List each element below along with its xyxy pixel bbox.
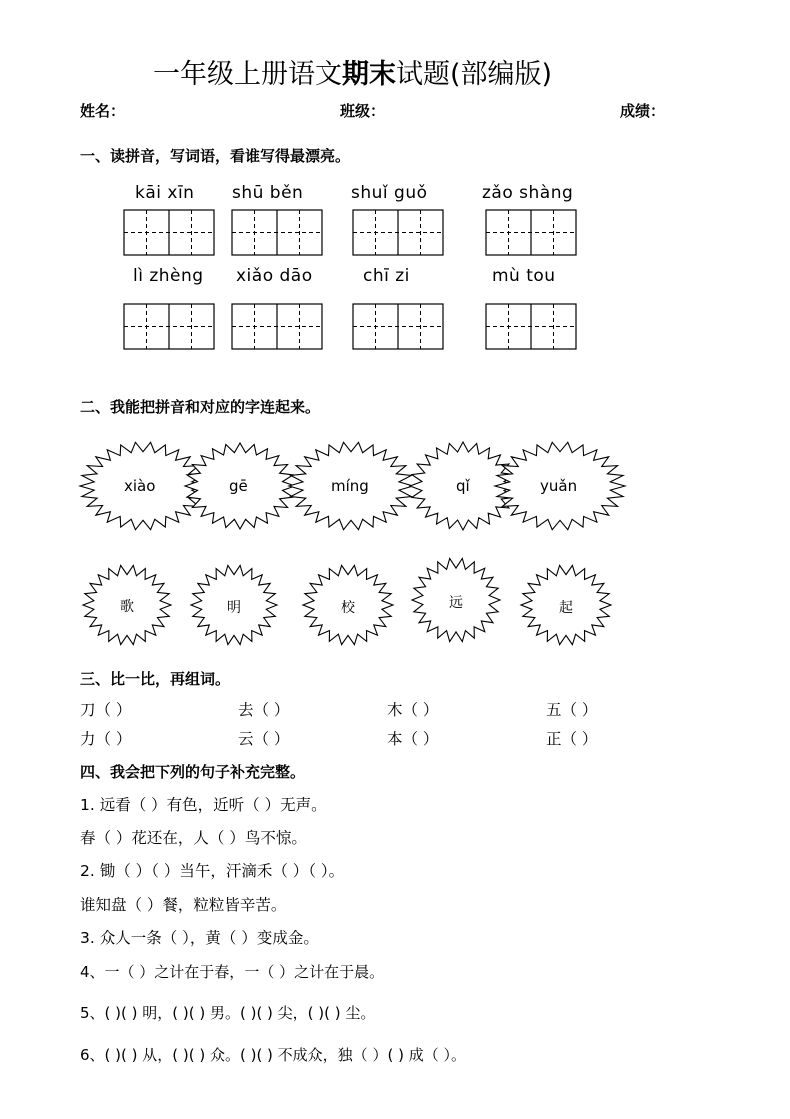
fill-line[interactable]: 2. 锄（ ）（ ）当午，汗滴禾（ ）（ ）。 (80, 862, 345, 880)
writing-grid[interactable] (486, 304, 576, 349)
pinyin-label: zǎo shàng (482, 183, 574, 203)
pinyin-burst-label[interactable]: gē (229, 477, 248, 495)
pinyin-burst-label[interactable]: yuǎn (540, 477, 578, 495)
title-part: 试题(部编版) (396, 59, 553, 90)
writing-grid[interactable] (353, 210, 443, 255)
pinyin-burst-label[interactable]: qǐ (456, 477, 470, 495)
fill-line[interactable]: 4、一（ ）之计在于春，一（ ）之计在于晨。 (80, 963, 385, 981)
pinyin-label: lì zhèng (133, 266, 204, 286)
pinyin-label: shuǐ guǒ (351, 183, 428, 203)
writing-grid[interactable] (232, 304, 322, 349)
pinyin-burst-label[interactable]: xiào (124, 477, 156, 495)
pinyin-label: shū běn (232, 183, 304, 203)
title-bold-part: 期末 (342, 59, 396, 90)
compare-item[interactable]: 云（ ） (238, 730, 290, 748)
compare-item[interactable]: 力（ ） (80, 730, 132, 748)
pinyin-label: mù tou (492, 266, 556, 286)
pinyin-label: xiǎo dāo (236, 266, 313, 286)
fill-line[interactable]: 谁知盘（ ）餐，粒粒皆辛苦。 (80, 896, 287, 914)
fill-line[interactable]: 1. 远看（ ）有色，近听（ ）无声。 (80, 796, 327, 814)
compare-item[interactable]: 刀（ ） (80, 701, 132, 719)
fill-line[interactable]: 6、( )( ) 从，( )( ) 众。( )( ) 不成众，独（ ）( ) 成（ ）。 (80, 1046, 466, 1064)
char-burst-label[interactable]: 校 (341, 600, 355, 616)
compare-item[interactable]: 木（ ） (387, 701, 439, 719)
char-burst-label[interactable]: 起 (559, 600, 573, 616)
pinyin-label: kāi xīn (135, 183, 195, 203)
compare-item[interactable]: 去（ ） (238, 701, 290, 719)
compare-item[interactable]: 五（ ） (546, 701, 598, 719)
writing-grid[interactable] (124, 210, 214, 255)
section3-heading: 三、比一比，再组词。 (80, 670, 231, 688)
writing-grids (0, 0, 790, 360)
burst-shapes (0, 430, 790, 670)
score-label: 成绩： (620, 102, 666, 120)
char-burst-label[interactable]: 明 (227, 600, 241, 616)
compare-item[interactable]: 正（ ） (546, 730, 598, 748)
section1-heading: 一、读拼音，写词语，看谁写得最漂亮。 (80, 147, 351, 165)
writing-grid[interactable] (124, 304, 214, 349)
class-label: 班级： (340, 102, 386, 120)
compare-item[interactable]: 本（ ） (387, 730, 439, 748)
section2-heading: 二、我能把拼音和对应的字连起来。 (80, 398, 321, 416)
writing-grid[interactable] (486, 210, 576, 255)
writing-grid[interactable] (353, 304, 443, 349)
fill-line[interactable]: 春（ ）花还在，人（ ）鸟不惊。 (80, 829, 307, 847)
fill-line[interactable]: 3. 众人一条（ ），黄（ ）变成金。 (80, 929, 319, 947)
title-part: 一年级上册语文 (153, 59, 342, 90)
char-burst-label[interactable]: 远 (449, 595, 463, 611)
pinyin-burst-label[interactable]: míng (331, 477, 369, 495)
name-label: 姓名： (80, 102, 126, 120)
writing-grid[interactable] (232, 210, 322, 255)
section4-heading: 四、我会把下列的句子补充完整。 (80, 763, 306, 781)
fill-line[interactable]: 5、( )( ) 明，( )( ) 男。( )( ) 尖，( )( ) 尘。 (80, 1004, 376, 1022)
char-burst-label[interactable]: 歌 (120, 599, 134, 615)
pinyin-label: chī zi (363, 266, 410, 286)
